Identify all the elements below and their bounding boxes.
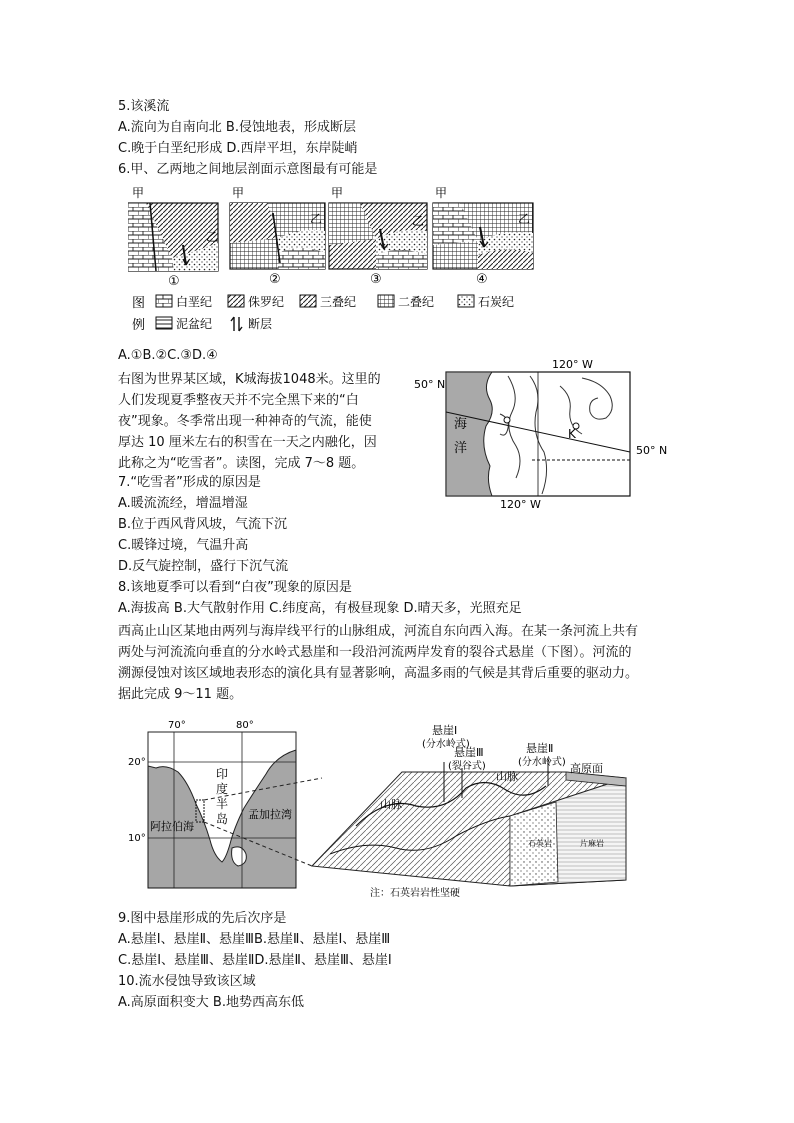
q9-stem: 9.图中悬崖形成的先后次序是 [118,911,287,926]
q9-options-ab: A.悬崖Ⅰ、悬崖Ⅱ、悬崖ⅢB.悬崖Ⅱ、悬崖Ⅰ、悬崖Ⅲ [118,932,391,947]
cliff-2-type: (分水岭式) [518,757,566,768]
q9-options-cd: C.悬崖Ⅰ、悬崖Ⅲ、悬崖ⅡD.悬崖Ⅱ、悬崖Ⅲ、悬崖Ⅰ [118,953,392,968]
map-ocean-label-1: 海 [454,417,468,432]
map-lat-20: 20° [128,757,146,768]
intro-7-8-line-2: 人们发现夏季整夜天并不完全黑下来的“白 [118,393,359,408]
legend-swatch-carboniferous [458,295,474,307]
q5-options-cd: C.晚于白垩纪形成 D.西岸平坦，东岸陡峭 [118,141,358,156]
cliff-block-diagram [312,723,626,899]
mountain-label-right: 山脉 [496,770,518,783]
cliff-3-type: (裂谷式) [448,761,486,772]
label-jia: 甲 [132,186,145,200]
legend-title-1: 图 [132,296,146,311]
cliff-3-label: 悬崖Ⅲ [454,746,484,759]
q7-option-d: D.反气旋控制，盛行下沉气流 [118,559,289,574]
legend-label-devonian: 泥盆纪 [176,317,213,331]
intro-9-11-line-4: 据此完成 9～11 题。 [118,687,243,702]
intro-7-8-line-3: 夜”现象。冬季常出现一种神奇的气流，能使 [118,414,372,429]
map-lat-right: 50° N [636,444,668,457]
diagram-number-4: ④ [476,272,488,287]
profile-diagram-3 [329,186,427,287]
plateau-label: 高原面 [570,762,603,775]
cliff-1-type: (分水岭式) [422,739,470,750]
q5-stem: 5.该溪流 [118,99,170,114]
label-yi: 乙 [518,212,531,226]
intro-7-8-line-1: 右图为世界某区域，K城海拔1048米。这里的 [118,372,381,387]
map-city-k: K [568,427,576,441]
q7-option-a: A.暖流流经，增温增湿 [118,496,248,511]
profile-diagram-4 [433,186,533,287]
quartz-hardness-note: 注：石英岩岩性坚硬 [370,888,460,899]
region-map-k-city [412,356,670,512]
q5-options-ab: A.流向为自南向北 B.侵蚀地表，形成断层 [118,120,356,135]
fault-symbol [231,317,242,331]
legend-swatch-devonian [156,317,172,329]
profile-diagram-1 [128,186,218,289]
cliff-1-label: 悬崖Ⅰ [432,724,458,737]
q6-answer-options: A.①B.②C.③D.④ [118,348,218,363]
map-lat-10: 10° [128,833,146,844]
map-lat-left: 50° N [414,378,446,391]
label-yi: 乙 [412,214,425,228]
peninsula-char-1: 印 [216,767,229,781]
q10-stem: 10.流水侵蚀导致该区域 [118,974,256,989]
profile-diagram-2 [230,186,325,287]
bay-of-bengal-label: 孟加拉湾 [248,808,292,821]
legend-label-triassic: 三叠纪 [320,295,357,309]
legend-label-carboniferous: 石炭纪 [478,295,515,309]
diagram-number-3: ③ [370,272,382,287]
strata-profile-diagrams [128,183,538,338]
arabian-sea-label: 阿拉伯海 [150,820,194,833]
q7-option-c: C.暖锋过境，气温升高 [118,538,249,553]
legend-label-permian: 二叠纪 [398,295,435,309]
intro-9-11-line-2: 两处与河流流向垂直的分水岭式悬崖和一段沿河流两岸发育的裂谷式悬崖（下图）。河流的 [118,645,632,660]
diagram-number-1: ① [168,274,180,289]
quartz-label: 石英岩 [528,839,552,848]
q7-option-b: B.位于西风背风坡，气流下沉 [118,517,288,532]
mountain-label-left: 山脉 [380,798,402,811]
india-cliff-figure [126,716,674,902]
label-jia: 甲 [232,186,245,200]
label-jia: 甲 [331,186,344,200]
strata-legend [132,294,514,333]
peninsula-char-2: 度 [216,782,229,796]
legend-swatch-jurassic [228,295,244,307]
peninsula-char-3: 半 [216,797,229,811]
legend-label-fault: 断层 [248,317,273,331]
diagram-number-2: ② [269,272,281,287]
map-lon-top: 120° W [552,358,593,371]
legend-swatch-cretaceous [156,295,172,307]
legend-title-2: 例 [132,318,146,333]
legend-swatch-permian [378,295,394,307]
map-ocean-label-2: 洋 [454,441,468,456]
q10-options-ab: A.高原面积变大 B.地势西高东低 [118,995,304,1010]
map-lon-70: 70° [168,720,186,731]
peninsula-char-4: 岛 [216,812,229,826]
intro-7-8-line-4: 厚达 10 厘米左右的积雪在一天之内融化，因 [118,435,377,450]
label-yi: 乙 [310,212,323,226]
map-lon-bottom: 120° W [500,498,541,511]
intro-9-11-line-3: 溯源侵蚀对该区域地表形态的演化具有显著影响，高温多雨的气候是其背后重要的驱动力。 [118,666,639,681]
q8-stem: 8.该地夏季可以看到“白夜”现象的原因是 [118,580,352,595]
q6-stem: 6.甲、乙两地之间地层剖面示意图最有可能是 [118,162,378,177]
q7-stem: 7.“吃雪者”形成的原因是 [118,475,261,490]
map-lon-80: 80° [236,720,254,731]
intro-7-8-line-5: 此称之为“吃雪者”。读图，完成 7～8 题。 [118,456,365,471]
label-jia: 甲 [435,186,448,200]
india-map [128,720,296,888]
legend-swatch-triassic [300,295,316,307]
gneiss-label: 片麻岩 [580,839,604,848]
cliff-2-label: 悬崖Ⅱ [526,742,554,755]
label-yi: 乙 [206,230,219,244]
legend-label-jurassic: 侏罗纪 [248,295,285,309]
legend-label-cretaceous: 白垩纪 [176,295,213,309]
q8-options: A.海拔高 B.大气散射作用 C.纬度高，有极昼现象 D.晴天多，光照充足 [118,601,522,616]
intro-9-11-line-1: 西高止山区某地由两列与海岸线平行的山脉组成，河流自东向西入海。在某一条河流上共有 [118,624,639,639]
